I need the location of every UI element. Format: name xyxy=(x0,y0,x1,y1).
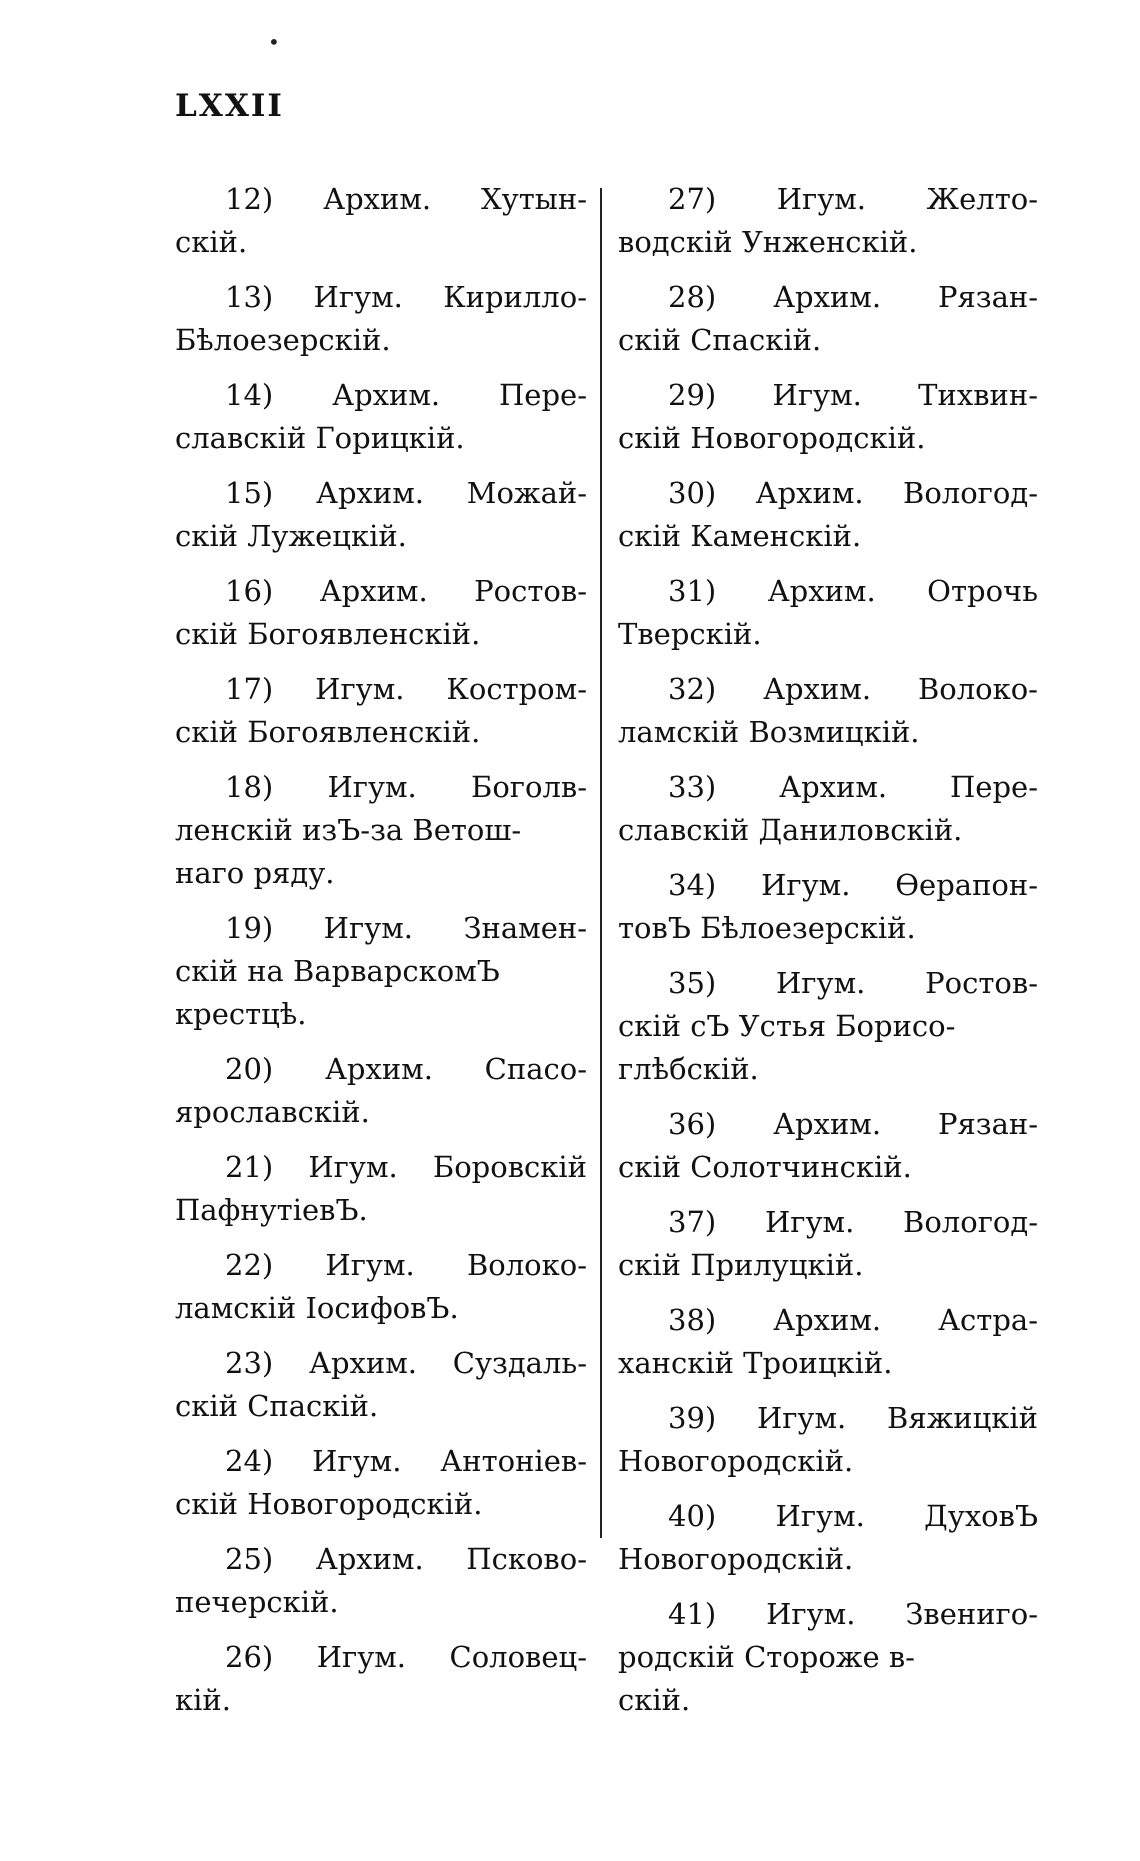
list-item xyxy=(175,907,587,1036)
list-item xyxy=(618,1397,1038,1483)
entry-first-line: 34) Игум. Ѳерапон- xyxy=(668,868,1038,902)
list-item xyxy=(175,276,587,362)
entry-continuation-line: ламскій ІосифовЪ. xyxy=(175,1291,459,1325)
entry-continuation-line: скій Богоявленскій. xyxy=(175,617,481,651)
list-item xyxy=(175,1342,587,1428)
list-item xyxy=(618,962,1038,1091)
entry-first-line: 37) Игум. Вологод- xyxy=(668,1205,1038,1239)
entry-first-line: 18) Игум. Боголв- xyxy=(225,770,587,804)
entry-first-line: 26) Игум. Соловец- xyxy=(225,1640,587,1674)
entry-continuation-line: скій сЪ Устья Борисо- xyxy=(618,1009,956,1043)
entry-continuation-line: скій. xyxy=(618,1683,691,1717)
entry-continuation-line: славскій Горицкій. xyxy=(175,421,465,455)
entry-first-line: 40) Игум. ДуховЪ xyxy=(668,1499,1038,1533)
entry-first-line: 12) Архим. Хутын- xyxy=(225,182,587,216)
entry-first-line: 36) Архим. Рязан- xyxy=(668,1107,1038,1141)
list-item xyxy=(175,374,587,460)
entry-first-line: 29) Игум. Тихвин- xyxy=(668,378,1038,412)
entry-continuation-line: водскій Унженскій. xyxy=(618,225,918,259)
entry-first-line: 30) Архим. Вологод- xyxy=(668,476,1038,510)
entry-first-line: 27) Игум. Желто- xyxy=(668,182,1038,216)
list-item xyxy=(618,864,1038,950)
list-item xyxy=(618,1593,1038,1722)
entry-continuation-line: ПафнутіевЪ. xyxy=(175,1193,368,1227)
entry-first-line: 35) Игум. Ростов- xyxy=(668,966,1038,1000)
entry-continuation-line: Бѣлоезерскій. xyxy=(175,323,391,357)
entry-continuation-line: скій Спаскій. xyxy=(175,1389,379,1423)
list-item xyxy=(175,178,587,264)
entry-continuation-line: Новогородскій. xyxy=(618,1444,854,1478)
column-divider xyxy=(600,188,602,1538)
entry-continuation-line: Новогородскій. xyxy=(618,1542,854,1576)
entry-first-line: 22) Игум. Волоко- xyxy=(225,1248,587,1282)
entry-first-line: 13) Игум. Кирилло- xyxy=(225,280,587,314)
entry-first-line: 41) Игум. Звениго- xyxy=(668,1597,1038,1631)
entry-continuation-line: скій Лужецкій. xyxy=(175,519,407,553)
entry-continuation-line: славскій Даниловскій. xyxy=(618,813,963,847)
list-item xyxy=(618,1103,1038,1189)
entry-first-line: 16) Архим. Ростов- xyxy=(225,574,587,608)
entry-continuation-line: скій Новогородскій. xyxy=(175,1487,483,1521)
entry-continuation-line: товЪ Бѣлоезерскій. xyxy=(618,911,916,945)
entry-first-line: 21) Игум. Боровскій xyxy=(225,1150,587,1184)
entry-continuation-line: скій. xyxy=(175,225,248,259)
entry-first-line: 20) Архим. Спасо- xyxy=(225,1052,587,1086)
entry-continuation-line: ханскій Троицкій. xyxy=(618,1346,893,1380)
entry-continuation-line: скій Спаскій. xyxy=(618,323,822,357)
entry-continuation-line: скій на ВарварскомЪ xyxy=(175,954,500,988)
entry-continuation-line: скій Каменскій. xyxy=(618,519,862,553)
list-item xyxy=(618,1495,1038,1581)
entry-first-line: 25) Архим. Псково- xyxy=(225,1542,587,1576)
entry-first-line: 17) Игум. Костром- xyxy=(225,672,587,706)
list-item xyxy=(175,1538,587,1624)
list-item xyxy=(175,1048,587,1134)
entry-first-line: 31) Архим. Отрочь xyxy=(668,574,1038,608)
entry-continuation-line: ленскій изЪ-за Ветош- xyxy=(175,813,522,847)
entry-first-line: 39) Игум. Вяжицкій xyxy=(668,1401,1038,1435)
entry-continuation-line: печерскій. xyxy=(175,1585,339,1619)
list-item xyxy=(175,766,587,895)
entry-continuation-line: скій Новогородскій. xyxy=(618,421,926,455)
entry-first-line: 32) Архим. Волоко- xyxy=(668,672,1038,706)
list-item xyxy=(618,1299,1038,1385)
entry-continuation-line: скій Прилуцкій. xyxy=(618,1248,864,1282)
entry-first-line: 19) Игум. Знамен- xyxy=(225,911,587,945)
list-item xyxy=(618,1201,1038,1287)
list-item xyxy=(175,570,587,656)
entry-continuation-line: скій Солотчинскій. xyxy=(618,1150,912,1184)
list-item xyxy=(618,668,1038,754)
entry-first-line: 33) Архим. Пере- xyxy=(668,770,1038,804)
entry-first-line: 15) Архим. Можай- xyxy=(225,476,587,510)
list-item xyxy=(175,668,587,754)
page-number: LXXII xyxy=(175,88,284,124)
entry-first-line: 14) Архим. Пере- xyxy=(225,378,587,412)
list-item xyxy=(618,374,1038,460)
list-item xyxy=(618,570,1038,656)
list-item xyxy=(175,1440,587,1526)
entry-continuation-line: кій. xyxy=(175,1683,231,1717)
entry-continuation-line: ламскій Возмицкій. xyxy=(618,715,920,749)
entry-first-line: 38) Архим. Астра- xyxy=(668,1303,1038,1337)
list-item xyxy=(175,472,587,558)
list-item xyxy=(175,1244,587,1330)
entry-continuation-line: Тверскій. xyxy=(618,617,762,651)
left-column xyxy=(175,178,587,1734)
right-column xyxy=(618,178,1038,1734)
entry-first-line: 24) Игум. Антоніев- xyxy=(225,1444,587,1478)
list-item xyxy=(618,276,1038,362)
list-item xyxy=(618,472,1038,558)
entry-continuation-line: крестцѣ. xyxy=(175,997,307,1031)
entry-first-line: 23) Архим. Суздаль- xyxy=(225,1346,587,1380)
list-item xyxy=(175,1146,587,1232)
ink-dot-mark: • xyxy=(268,30,280,54)
list-item xyxy=(618,766,1038,852)
list-item xyxy=(175,1636,587,1722)
entry-continuation-line: наго ряду. xyxy=(175,856,335,890)
entry-continuation-line: скій Богоявленскій. xyxy=(175,715,481,749)
list-item xyxy=(618,178,1038,264)
entry-first-line: 28) Архим. Рязан- xyxy=(668,280,1038,314)
entry-continuation-line: родскій Стороже в- xyxy=(618,1640,915,1674)
entry-continuation-line: ярославскій. xyxy=(175,1095,370,1129)
entry-continuation-line: глѣбскій. xyxy=(618,1052,759,1086)
